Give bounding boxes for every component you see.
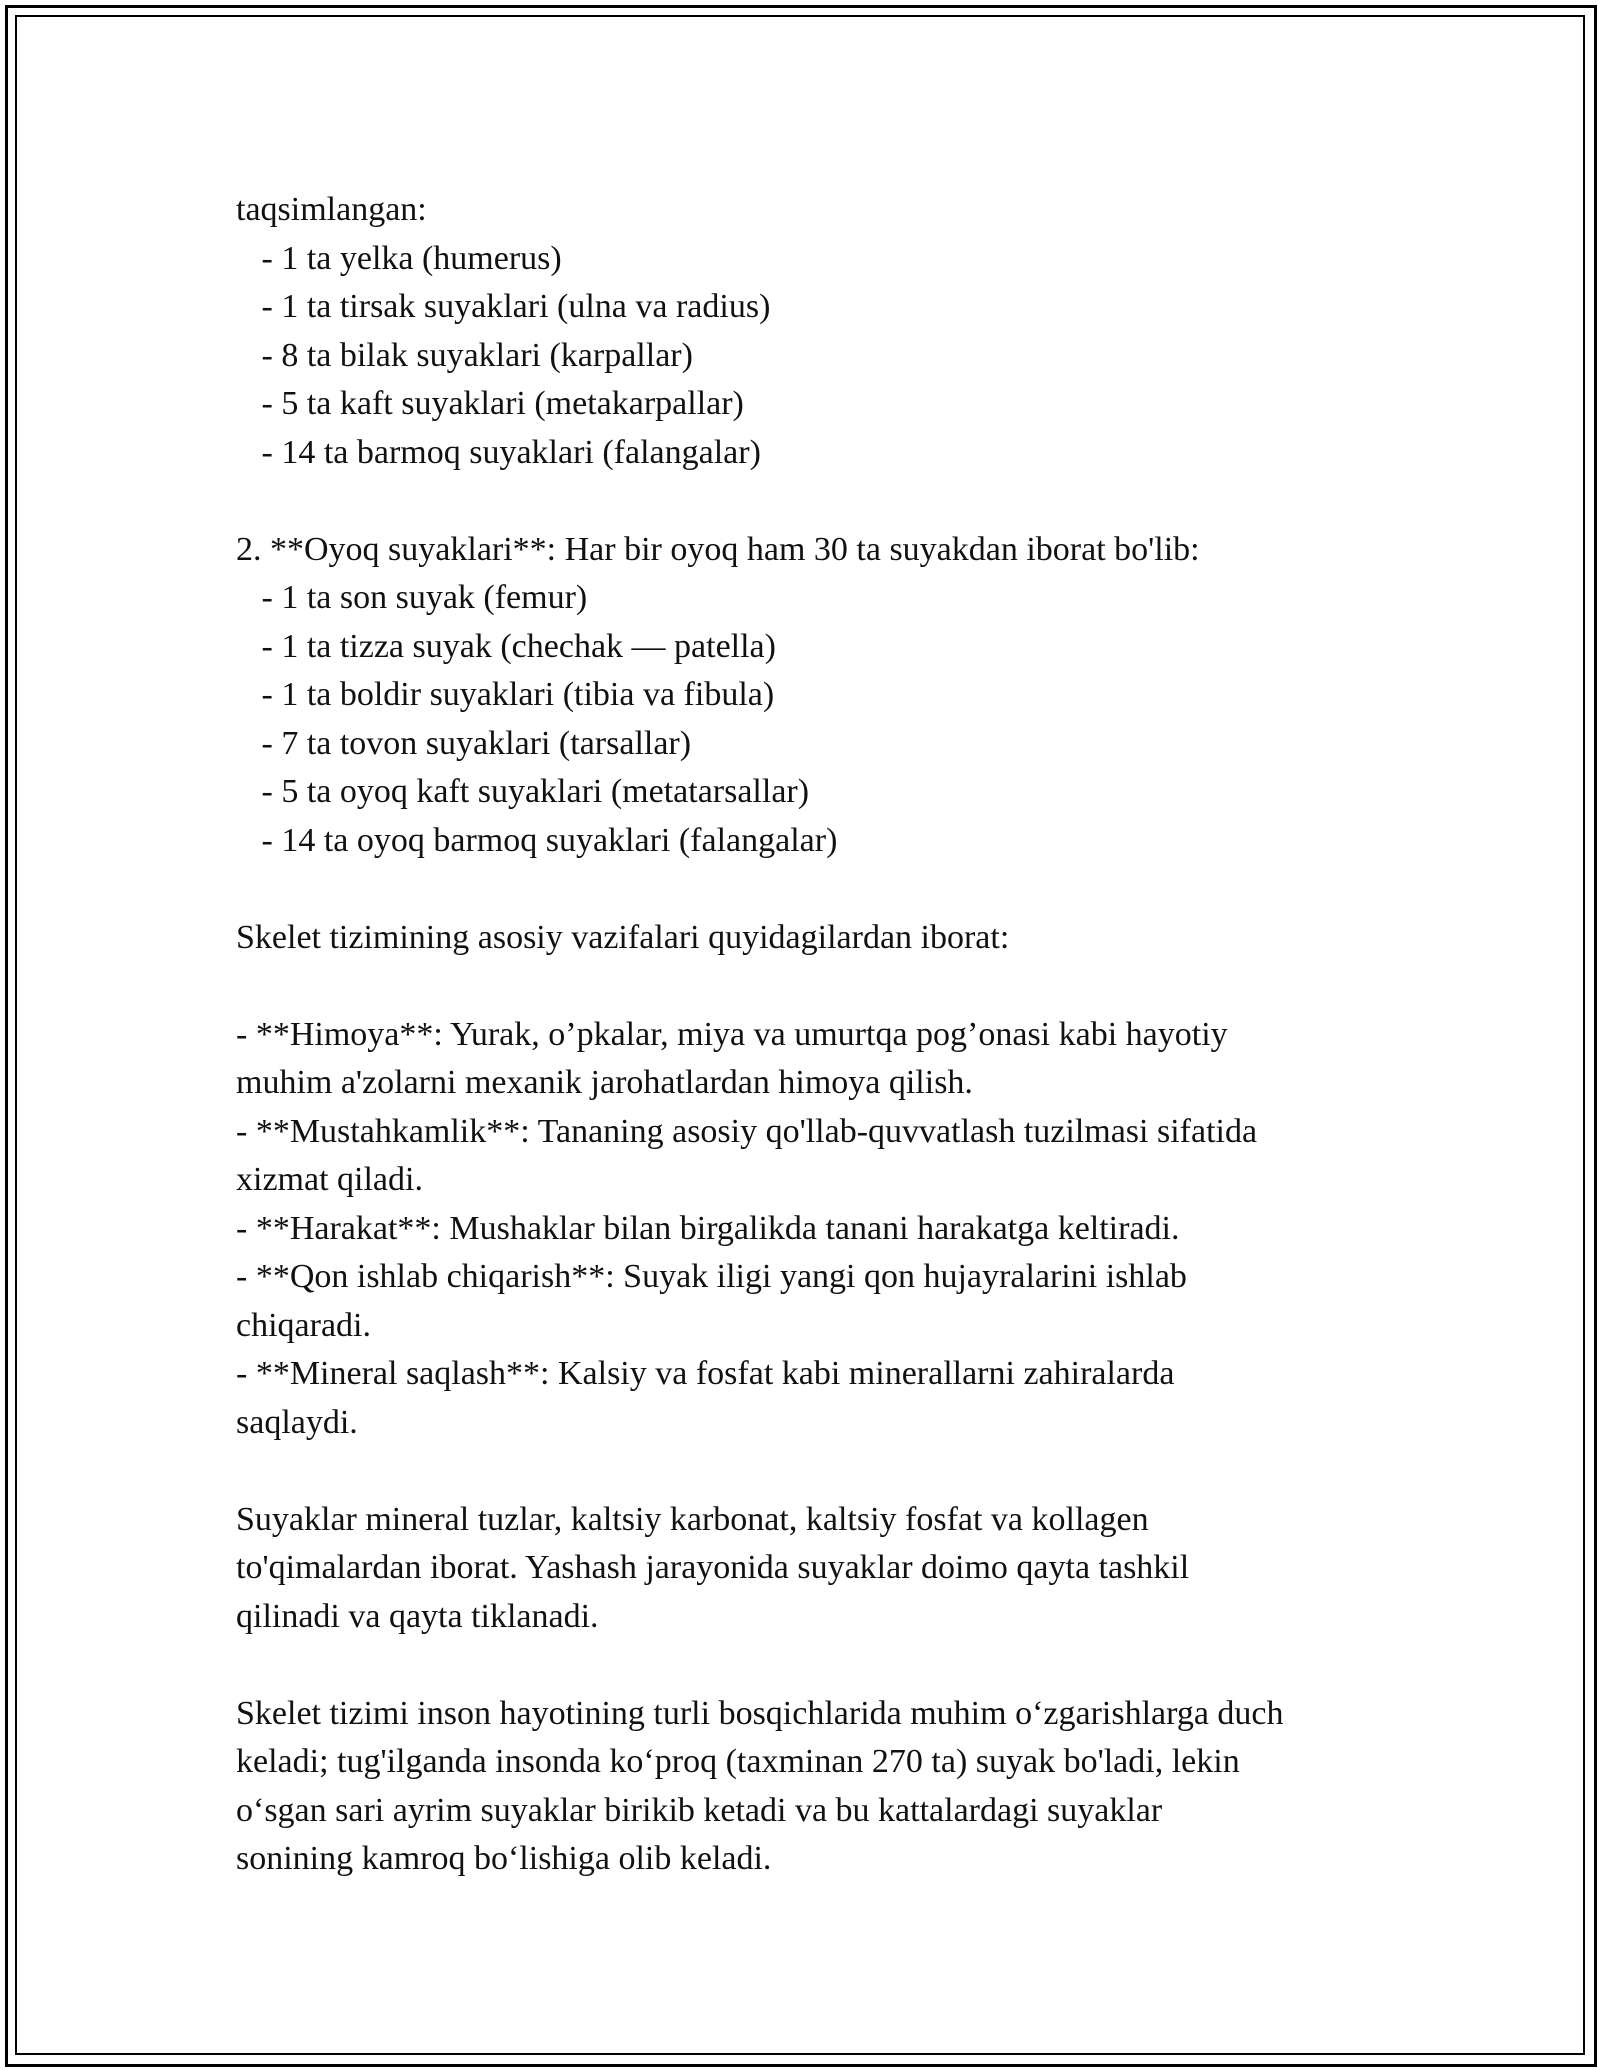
paragraph-gap <box>236 865 1416 914</box>
text-line: Skelet tizimi inson hayotining turli bosqichlarida muhim oʻzgarishlarga duch <box>236 1694 1284 1732</box>
list-item: - **Qon ishlab chiqarish**: Suyak iligi yangi qon hujayralarini ishlab <box>236 1258 1187 1295</box>
list-item: - 1 ta tizza suyak (chechak — patella) <box>236 627 776 665</box>
list-item: - 1 ta boldir suyaklari (tibia va fibula) <box>236 676 775 713</box>
text-line: sonining kamroq boʻlishiga olib keladi. <box>236 1840 772 1877</box>
text-line: Skelet tizimining asosiy vazifalari quyidagilardan iborat: <box>236 918 1010 956</box>
list-item: - **Himoya**: Yurak, o’pkalar, miya va umurtqa pog’onasi kabi hayotiy <box>236 1015 1228 1053</box>
text-line: chiqaradi. <box>236 1306 371 1344</box>
text-line: xizmat qiladi. <box>236 1161 423 1198</box>
paragraph-gap <box>236 962 1416 1011</box>
paragraph-functions-intro <box>236 914 1416 963</box>
list-item: - 7 ta tovon suyaklari (tarsallar) <box>236 724 692 762</box>
list-item: - 14 ta oyoq barmoq suyaklari (falangalar) <box>236 821 838 859</box>
paragraph-arm-bones <box>236 186 1416 477</box>
text-line: Suyaklar mineral tuzlar, kaltsiy karbonat, kaltsiy fosfat va kollagen <box>236 1500 1149 1538</box>
paragraph-leg-bones <box>236 526 1416 866</box>
text-line: muhim a'zolarni mexanik jarohatlardan himoya qilish. <box>236 1064 973 1101</box>
text-line: keladi; tug'ilganda insonda koʻproq (taxminan 270 ta) suyak bo'ladi, lekin <box>236 1743 1240 1780</box>
paragraph-gap <box>236 477 1416 526</box>
document-body <box>236 186 1416 1884</box>
paragraph-bone-composition <box>236 1496 1416 1642</box>
list-item: - **Mineral saqlash**: Kalsiy va fosfat kabi minerallarni zahiralarda <box>236 1355 1175 1392</box>
list-item: - 14 ta barmoq suyaklari (falangalar) <box>236 433 761 471</box>
text-line: qilinadi va qayta tiklanadi. <box>236 1597 599 1635</box>
list-item: - **Harakat**: Mushaklar bilan birgalikda tanani harakatga keltiradi. <box>236 1209 1180 1247</box>
list-item: - 1 ta yelka (humerus) <box>236 239 562 277</box>
list-item: - 1 ta tirsak suyaklari (ulna va radius) <box>236 288 771 325</box>
section-heading: 2. **Oyoq suyaklari**: Har bir oyoq ham 30 ta suyakdan iborat bo'lib: <box>236 530 1200 568</box>
list-item: - 5 ta oyoq kaft suyaklari (metatarsallar) <box>236 773 810 810</box>
list-item: - 5 ta kaft suyaklari (metakarpallar) <box>236 385 744 422</box>
text-line: taqsimlangan: <box>236 191 427 228</box>
paragraph-skeleton-changes <box>236 1690 1416 1884</box>
paragraph-functions-list <box>236 1011 1416 1448</box>
text-line: to'qimalardan iborat. Yashash jarayonida suyaklar doimo qayta tashkil <box>236 1549 1190 1586</box>
text-line: oʻsgan sari ayrim suyaklar birikib ketadi va bu kattalardagi suyaklar <box>236 1791 1163 1829</box>
text-line: saqlaydi. <box>236 1403 358 1441</box>
paragraph-gap <box>236 1447 1416 1496</box>
list-item: - 1 ta son suyak (femur) <box>236 579 588 616</box>
list-item: - 8 ta bilak suyaklari (karpallar) <box>236 336 693 374</box>
list-item: - **Mustahkamlik**: Tananing asosiy qo'llab-quvvatlash tuzilmasi sifatida <box>236 1112 1258 1150</box>
paragraph-gap <box>236 1641 1416 1690</box>
